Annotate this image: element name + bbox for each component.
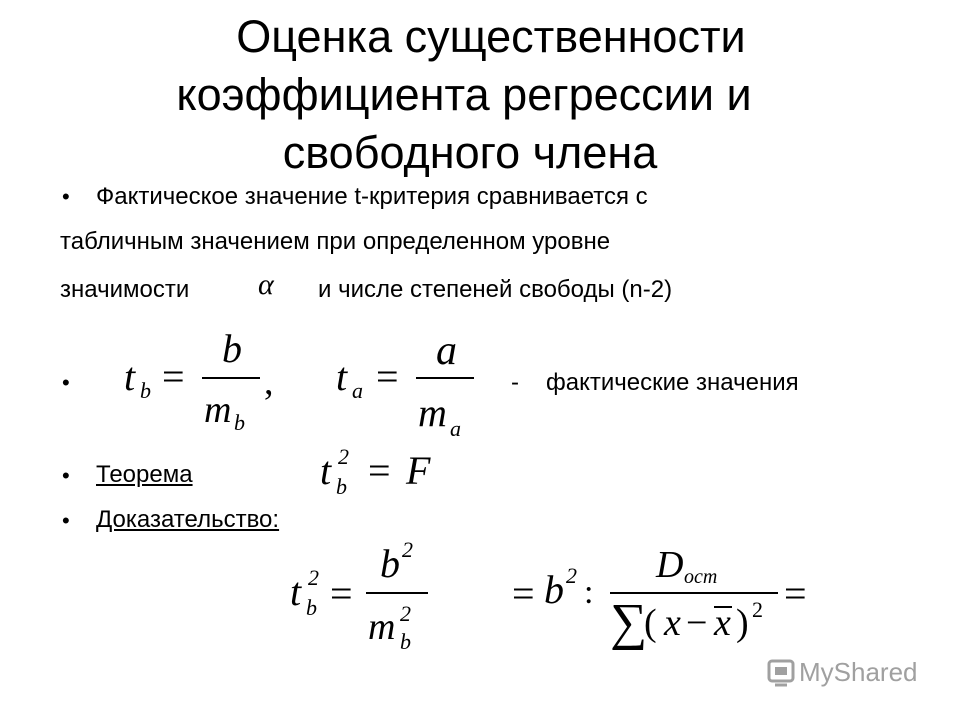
formula-dash: - [511,369,519,396]
svg-text:2: 2 [402,537,413,562]
svg-text:t: t [124,354,136,399]
svg-text:=: = [162,354,185,399]
t-statistics-formulas [110,330,510,445]
svg-text:b: b [380,541,400,586]
bullet-dot: • [62,463,70,488]
svg-text:2: 2 [400,601,411,626]
svg-text:a: a [352,378,363,403]
slide-title [0,8,960,182]
bullet-dot: • [62,508,70,533]
myshared-watermark [765,655,918,689]
svg-text:=: = [512,571,535,616]
bullet-1-line-3a: значимости [60,276,190,303]
svg-text:b: b [222,330,242,371]
svg-text:2: 2 [338,444,349,469]
svg-text:ост: ост [684,566,718,588]
svg-text:=: = [784,571,807,616]
svg-text:a: a [436,330,457,374]
svg-text:2: 2 [566,563,577,588]
svg-text:−: − [686,602,708,644]
svg-text:b: b [140,378,151,403]
svg-text:=: = [330,571,353,616]
svg-text:x: x [714,602,731,644]
svg-text:a: a [450,416,461,441]
svg-text:m: m [204,389,232,431]
bullet-1-line-1: Фактическое значение t-критерия сравнивается с [96,183,648,210]
svg-text:D: D [656,544,684,586]
bullet-dot: • [62,370,70,395]
proof-link[interactable]: Доказательство: [96,506,280,533]
theorem-formula [310,440,450,500]
svg-text:t: t [290,569,302,614]
svg-text:2: 2 [308,565,319,590]
svg-text:∑: ∑ [610,594,648,651]
svg-text:t: t [320,448,332,493]
actual-values-label: фактические значения [546,369,799,396]
svg-text:b: b [306,595,317,620]
bullet-1-line-3b: и числе степеней свободы (n-2) [318,276,673,303]
theorem-link[interactable]: Теорема [96,461,193,488]
svg-text:=: = [368,448,391,493]
svg-text::: : [584,574,594,611]
title-line-2: коэффициента регрессии и [176,69,752,120]
bullet-1-line-2: табличным значением при определенном уровне [60,228,611,255]
watermark-text: MyShared [799,656,918,687]
svg-text:m: m [368,606,396,648]
proof-formula [280,535,820,655]
title-line-3: свободного члена [282,127,658,178]
svg-text:F: F [406,448,431,493]
svg-text:): ) [736,602,749,644]
svg-text:b: b [544,567,564,612]
bullet-dot: • [62,184,70,209]
svg-text:b: b [234,410,245,435]
title-line-1: Оценка существенности [236,11,746,62]
svg-text:2: 2 [752,597,763,622]
alpha-symbol: α [258,268,274,301]
svg-text:b: b [400,629,411,654]
svg-text:x: x [664,602,681,644]
svg-text:t: t [336,354,348,399]
svg-text:(: ( [644,602,657,644]
svg-text:=: = [376,354,399,399]
svg-text:,: , [264,361,274,403]
myshared-logo-icon [765,655,799,689]
svg-text:m: m [418,390,447,435]
svg-text:b: b [336,474,347,499]
